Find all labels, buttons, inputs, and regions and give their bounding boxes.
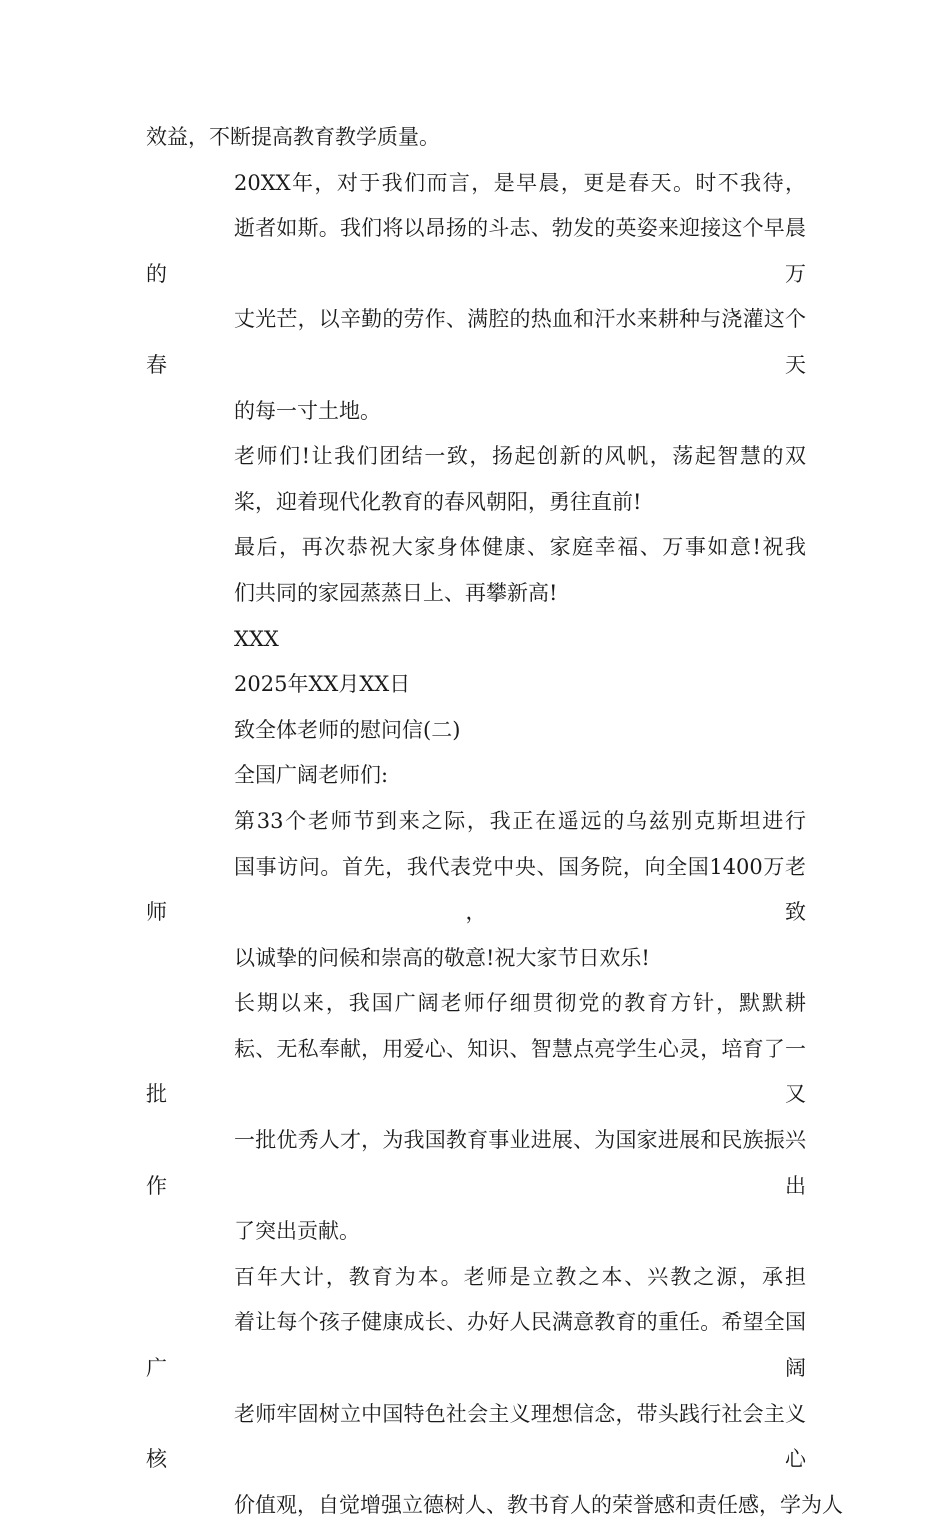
text-line: 效益，不断提高教育教学质量。: [146, 125, 440, 149]
text-line: 国事访问。首先，我代表党中央、国务院，向全国1400万老师，致: [146, 854, 806, 925]
text-line: 2025年XX月XX日: [234, 672, 411, 697]
paragraph: [146, 525, 806, 616]
paragraph: [146, 1255, 843, 1528]
paragraph: [146, 799, 806, 981]
paragraph: [146, 115, 806, 161]
text-line: 的每一寸土地。: [234, 398, 381, 423]
text-line: 耘、无私奉献，用爱心、知识、智慧点亮学生心灵，培育了一批又: [146, 1036, 806, 1107]
paragraph: [146, 753, 806, 799]
text-line: 第33个老师节到来之际，我正在遥远的乌兹别克斯坦进行: [234, 808, 806, 833]
paragraph: [146, 981, 806, 1255]
text-line: 百年大计，教育为本。老师是立教之本、兴教之源，承担: [234, 1264, 806, 1289]
text-line: 老师们!让我们团结一致，扬起创新的风帆，荡起智慧的双: [234, 444, 806, 469]
text-line: 老师牢固树立中国特色社会主义理想信念，带头践行社会主义核心: [146, 1401, 806, 1472]
paragraph: [146, 662, 806, 708]
text-line: 长期以来，我国广阔老师仔细贯彻党的教育方针，默默耕: [234, 991, 806, 1016]
text-line: 了突出贡献。: [234, 1219, 360, 1244]
text-line: 桨，迎着现代化教育的春风朝阳，勇往直前!: [234, 489, 642, 514]
text-line: XXX: [234, 626, 279, 651]
text-line: 最后，再次恭祝大家身体健康、家庭幸福、万事如意!祝我: [234, 535, 806, 560]
text-line: 逝者如斯。我们将以昂扬的斗志、勃发的英姿来迎接这个早晨的万: [146, 216, 806, 286]
text-line: 们共同的家园蒸蒸日上、再攀新高!: [234, 580, 558, 605]
text-line: 丈光芒，以辛勤的劳作、满腔的热血和汗水来耕种与浇灌这个春天: [146, 307, 806, 377]
text-line: 致全体老师的慰问信(二): [234, 717, 461, 742]
text-line: 以诚挚的问候和崇高的敬意!祝大家节日欢乐!: [234, 945, 650, 970]
text-line: 着让每个孩子健康成长、办好人民满意教育的重任。希望全国广阔: [146, 1310, 806, 1381]
text-line: 20XX年，对于我们而言，是早晨，更是春天。时不我待，: [234, 170, 806, 195]
paragraph: [146, 617, 806, 663]
paragraph: [146, 708, 806, 754]
paragraph: [146, 434, 806, 525]
document-page: [146, 115, 843, 1528]
text-line: 价值观，自觉增强立德树人、教书育人的荣誉感和责任感，学为人: [234, 1492, 843, 1517]
paragraph: [146, 161, 806, 435]
text-line: 全国广阔老师们:: [234, 763, 389, 788]
text-line: 一批优秀人才，为我国教育事业进展、为国家进展和民族振兴作出: [146, 1128, 806, 1198]
